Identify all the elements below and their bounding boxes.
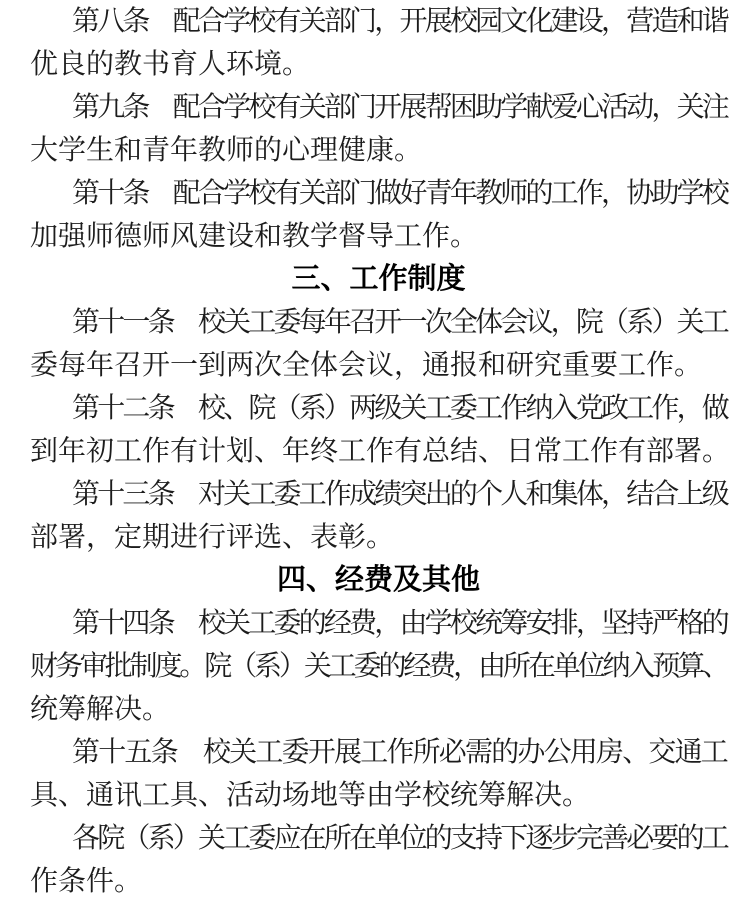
text-line: 统筹解决。 (30, 694, 171, 725)
text-line: 加强师德师风建设和教学督导工作。 (30, 221, 479, 252)
text-line: 部署，定期进行评选、表彰。 (30, 522, 395, 553)
text-line: 到年初工作有计划、年终工作有总结、日常工作有部署。 (30, 436, 731, 467)
text-line: 第十三条 对关工委工作成绩突出的个人和集体，结合上级 (72, 479, 728, 510)
text-line: 第八条 配合学校有关部门，开展校园文化建设，营造和谐 (72, 6, 728, 37)
section-heading: 三、工作制度 (291, 263, 466, 295)
text-line: 财务审批制度。院（系）关工委的经费，由所在单位纳入预算、 (30, 651, 728, 682)
text-line: 第十条 配合学校有关部门做好青年教师的工作，协助学校 (72, 178, 728, 209)
text-line: 委每年召开一到两次全体会议，通报和研究重要工作。 (30, 350, 703, 381)
text-line: 各院（系）关工委应在所在单位的支持下逐步完善必要的工 (72, 823, 728, 854)
text-line: 第十五条 校关工委开展工作所必需的办公用房、交通工 (72, 737, 728, 768)
text-line: 第十四条 校关工委的经费，由学校统筹安排，坚持严格的 (72, 608, 728, 639)
text-line: 第十二条 校、院（系）两级关工委工作纳入党政工作，做 (72, 393, 728, 424)
text-line: 大学生和青年教师的心理健康。 (30, 135, 423, 166)
text-line: 第九条 配合学校有关部门开展帮困助学献爱心活动，关注 (72, 92, 728, 123)
section-heading: 四、经费及其他 (276, 564, 480, 596)
text-line: 作条件。 (30, 866, 143, 897)
text-line: 第十一条 校关工委每年召开一次全体会议，院（系）关工 (72, 307, 728, 338)
text-line: 具、通讯工具、活动场地等由学校统筹解决。 (30, 780, 591, 811)
text-line: 优良的教书育人环境。 (30, 49, 311, 80)
